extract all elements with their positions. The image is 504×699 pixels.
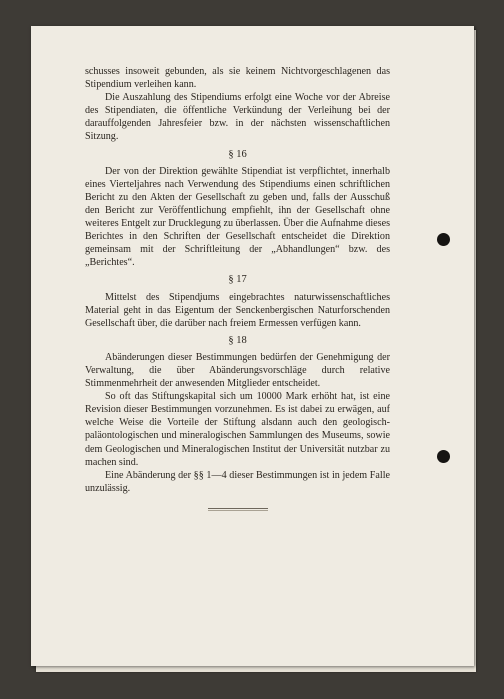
section-18-text-revision: So oft das Stiftungskapital sich um 10000 Mark erhöht hat, ist eine Revision dieser Bestimmungen vorzunehmen. Es ist dabei zu erwägen, auf welche Weise die Vorteile der Stiftung alsdann auch den geologisch-paläontologischen und mineralogischen Sammlungen des Museums, sowie dem Geologischen und Mineralogischen Institut der Universität nutzbar zu machen sind. [85,391,390,468]
section-18-text-amendments: Abänderungen dieser Bestimmungen bedürfen der Genehmigung der Verwaltung, die über Abänderungsvorschläge durch relative Stimmenmehrheit der anwesenden Mitglieder entscheidet. [85,351,390,390]
document-text [85,65,390,511]
punch-hole-bottom [437,450,450,463]
punch-hole-top [437,233,450,246]
paragraph-continuation: schusses insoweit gebunden, als sie keinem Nichtvorgeschlagenen das Stipendium verleihen kann. [85,66,390,91]
section-18-heading: § 18 [228,334,247,346]
section-17-heading: § 17 [228,274,247,286]
closing-rule [208,508,268,511]
section-17-text: Mittelst des Stipendiums eingebrachtes naturwissenschaftliches Material geht in das Eigentum der Senckenbergischen Naturforschenden Gesellschaft über, die darüber nach freiem Ermessen verfügen kann. [85,291,390,329]
section-18-text-restriction: Eine Abänderung der §§ 1—4 dieser Bestimmungen ist in jedem Falle unzulässig. [85,469,390,494]
section-16-text: Der von der Direktion gewählte Stipendiat ist verpflichtet, innerhalb eines Vierteljahres nach Verwendung des Stipendiums einen schriftlichen Bericht zu den Akten der Gesellschaft zu geben und, falls der Ausschuß den Bericht zur Veröffentlichung empfiehlt, ihn der Gesellschaft ohne weiteres Entgelt zur Drucklegung zu überlassen. Über die Aufnahme dieses Berichtes in den Schriften der Gesellschaft entscheidet die Direktion gemeinsam mit der Schriftleitung der „Abhandlungen“ bzw. des „Berichtes“. [85,165,390,269]
paragraph-payment: Die Auszahlung des Stipendiums erfolgt eine Woche vor der Abreise des Stipendiaten, die öffentliche Verkündung der Verleihung bei der darauffolgenden Jahresfeier bzw. in der nächsten wissenschaftlichen Sitzung. [85,92,390,143]
section-16-heading: § 16 [228,148,247,160]
